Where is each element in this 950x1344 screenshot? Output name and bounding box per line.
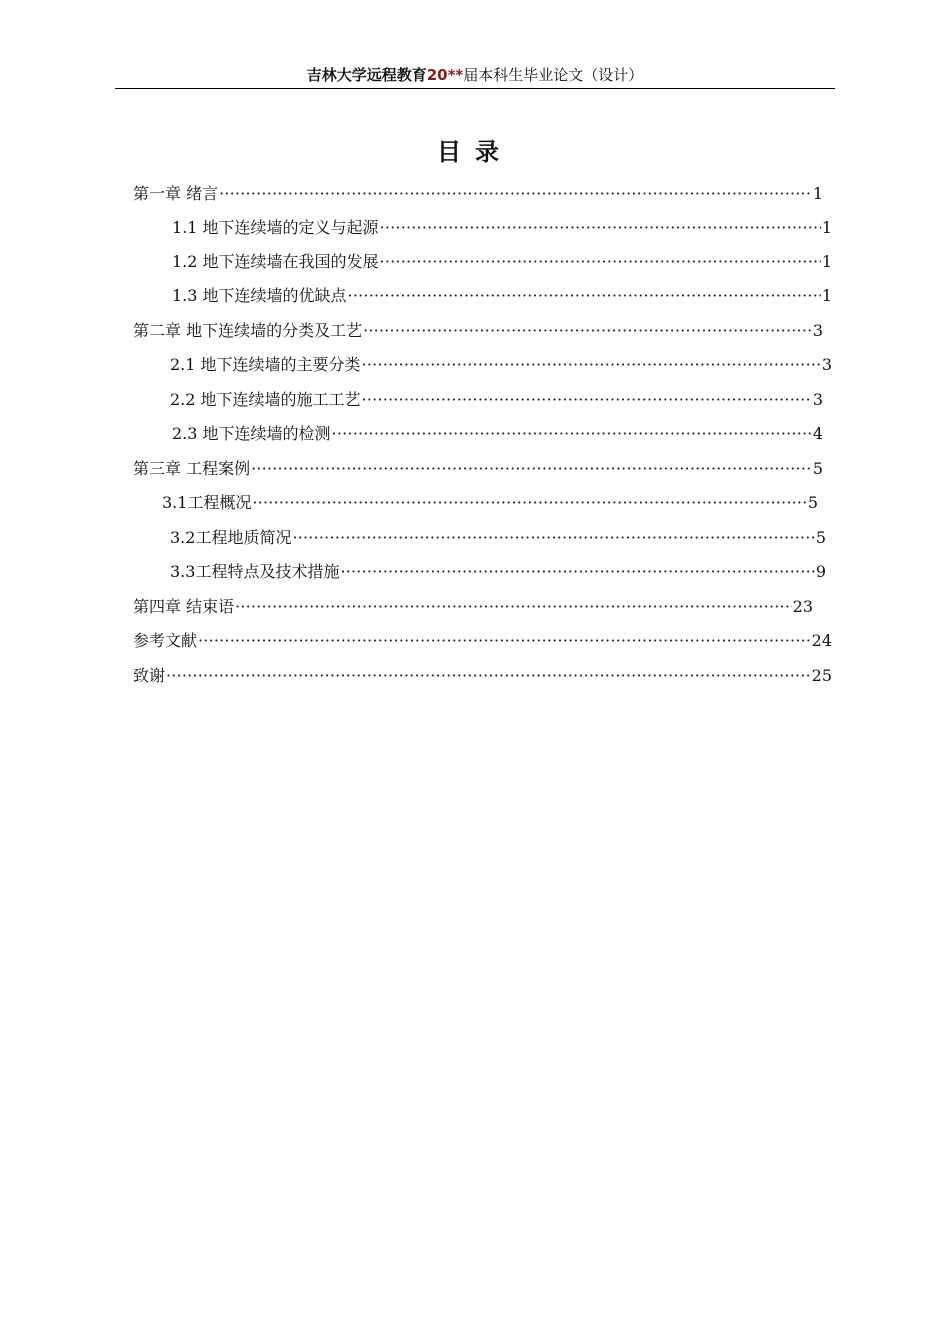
toc-entry-chapter-3[interactable] xyxy=(133,457,823,481)
toc-entry-page: 1 xyxy=(821,218,832,237)
toc-entry-page: 5 xyxy=(815,528,826,547)
toc-entry-3-2[interactable] xyxy=(170,526,826,550)
toc-entry-label: 3.2工程地质简况 xyxy=(170,528,292,547)
toc-entry-label: 第三章 工程案例 xyxy=(133,459,251,478)
toc-entry-label: 2.2 地下连续墙的施工工艺 xyxy=(170,390,361,409)
toc-entry-label: 1.1 地下连续墙的定义与起源 xyxy=(172,218,379,237)
toc-entry-page: 1 xyxy=(812,184,823,203)
toc-entry-3-3[interactable] xyxy=(170,560,826,584)
toc-leader-dots xyxy=(252,491,806,515)
page-header xyxy=(115,62,835,89)
toc-entry-chapter-1[interactable] xyxy=(133,182,823,206)
toc-entry-page: 24 xyxy=(811,631,832,650)
toc-entry-page: 25 xyxy=(811,666,832,685)
toc-entry-3-1[interactable] xyxy=(162,491,818,515)
toc-entry-page: 1 xyxy=(821,252,832,271)
toc-entry-page: 3 xyxy=(812,390,823,409)
toc-entry-label: 第一章 绪言 xyxy=(133,184,219,203)
toc-entry-1-2[interactable] xyxy=(172,250,832,274)
toc-entry-page: 23 xyxy=(792,597,813,616)
toc-leader-dots xyxy=(235,595,792,619)
toc-entry-1-3[interactable] xyxy=(172,284,832,308)
toc-leader-dots xyxy=(348,284,821,308)
toc-entry-2-2[interactable] xyxy=(170,388,823,412)
toc-leader-dots xyxy=(198,629,811,653)
toc-leader-dots xyxy=(363,319,812,343)
toc-entry-label: 1.2 地下连续墙在我国的发展 xyxy=(172,252,379,271)
header-year: 20** xyxy=(426,66,464,84)
toc-leader-dots xyxy=(251,457,812,481)
toc-leader-dots xyxy=(380,250,821,274)
toc-entry-label: 参考文献 xyxy=(133,631,198,650)
toc-entry-label: 2.3 地下连续墙的检测 xyxy=(172,424,331,443)
toc-entry-label: 3.1工程概况 xyxy=(162,493,252,512)
toc-entry-chapter-2[interactable] xyxy=(133,319,823,343)
toc-entry-label: 第四章 结束语 xyxy=(133,597,235,616)
toc-entry-label: 2.1 地下连续墙的主要分类 xyxy=(170,355,361,374)
toc-entry-acknowledgements[interactable] xyxy=(133,664,832,688)
toc-entry-page: 3 xyxy=(812,321,823,340)
toc-entry-page: 1 xyxy=(821,286,832,305)
toc-entry-chapter-4[interactable] xyxy=(133,595,813,619)
toc-leader-dots xyxy=(380,216,821,240)
toc-leader-dots xyxy=(332,422,812,446)
header-school: 吉林大学远程教育 xyxy=(306,66,427,84)
toc-entry-page: 9 xyxy=(815,562,826,581)
header-subtitle: 届本科生毕业论文（设计） xyxy=(463,66,644,84)
toc-entry-2-3[interactable] xyxy=(172,422,823,446)
toc-leader-dots xyxy=(340,560,814,584)
toc-leader-dots xyxy=(362,353,821,377)
toc-leader-dots xyxy=(219,182,812,206)
toc-entry-label: 1.3 地下连续墙的优缺点 xyxy=(172,286,347,305)
toc-leader-dots xyxy=(166,664,811,688)
toc-entry-label: 致谢 xyxy=(133,666,166,685)
toc-entry-label: 第二章 地下连续墙的分类及工艺 xyxy=(133,321,363,340)
toc-entry-references[interactable] xyxy=(133,629,832,653)
toc-entry-2-1[interactable] xyxy=(170,353,832,377)
toc-entry-page: 5 xyxy=(807,493,818,512)
toc-entry-label: 3.3工程特点及技术措施 xyxy=(170,562,340,581)
toc-title: 目录 xyxy=(437,138,513,166)
toc-leader-dots xyxy=(362,388,812,412)
toc-leader-dots xyxy=(292,526,814,550)
toc-entry-1-1[interactable] xyxy=(172,216,832,240)
toc-entry-page: 3 xyxy=(821,355,832,374)
toc-entry-page: 5 xyxy=(812,459,823,478)
toc-entry-page: 4 xyxy=(812,424,823,443)
